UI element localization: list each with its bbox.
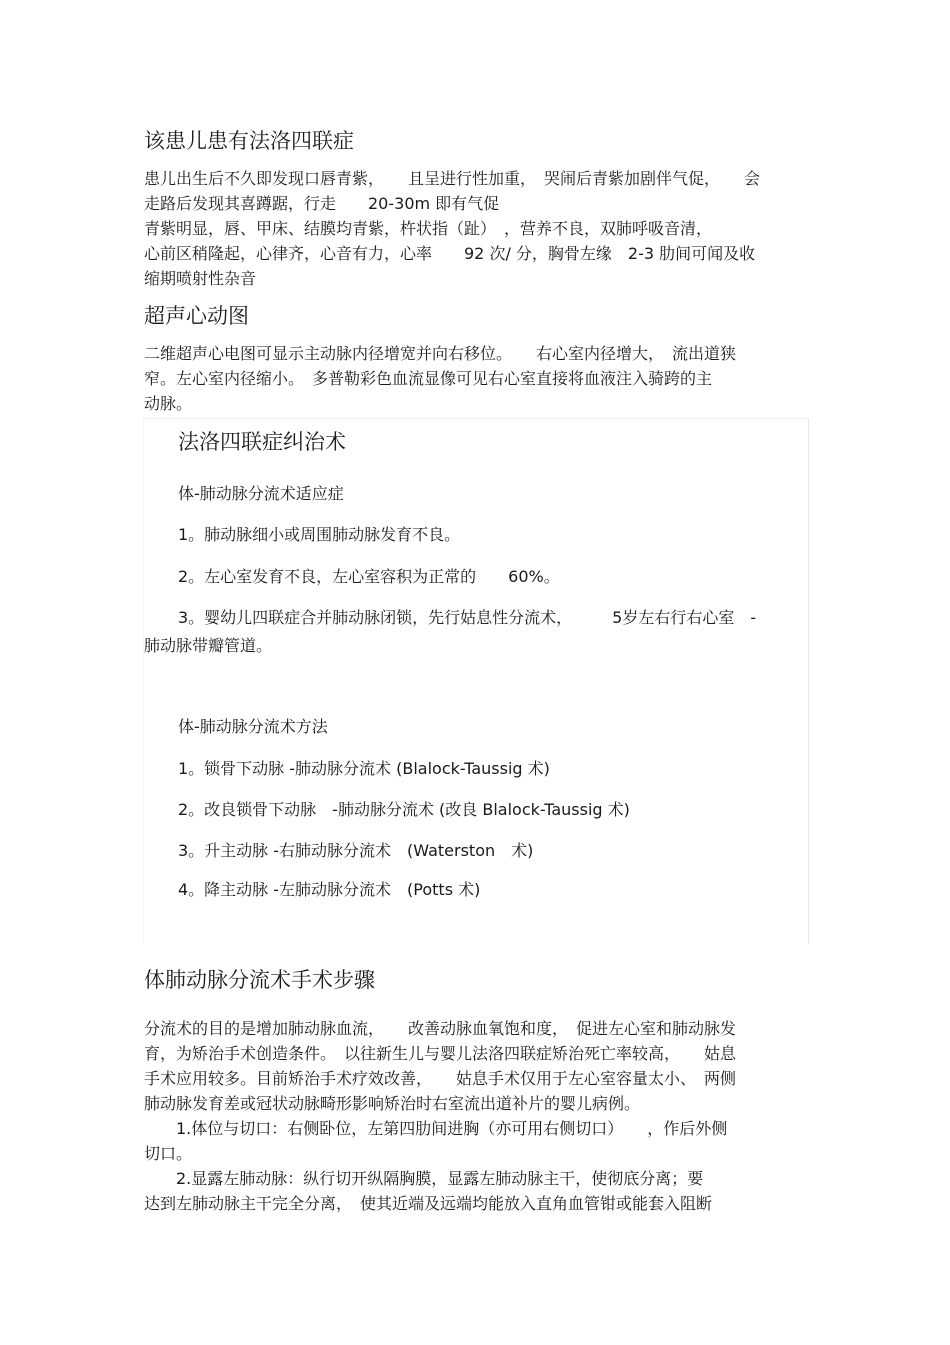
text-line: 患儿出生后不久即发现口唇青紫， 且呈进行性加重， 哭闹后青紫加剧伴气促， 会 (144, 169, 761, 188)
text-line: 走路后发现其喜蹲踞，行走 20-30m 即有气促 (144, 194, 500, 213)
section-title-echocardiogram: 超声心动图 (144, 304, 249, 328)
method-item: 2。改良锁骨下动脉 -肺动脉分流术 (改良 Blalock-Taussig 术) (178, 800, 630, 819)
method-item: 3。升主动脉 -右肺动脉分流术 (Waterston 术) (178, 841, 534, 860)
text-line: 1.体位与切口：右侧卧位，左第四肋间进胸（亦可用右侧切口） ，作后外侧 (144, 1119, 728, 1138)
text-line: 分流术的目的是增加肺动脉血流， 改善动脉血氧饱和度， 促进左心室和肺动脉发 (144, 1019, 737, 1038)
text-line: 缩期喷射性杂音 (144, 269, 257, 288)
indication-item: 2。左心室发育不良，左心室容积为正常的 60%。 (178, 567, 560, 586)
section-title-diagnosis: 该患儿患有法洛四联症 (144, 129, 354, 153)
text-line: 2.显露左肺动脉：纵行切开纵隔胸膜，显露左肺动脉主干，使彻底分离；要 (144, 1169, 704, 1188)
paragraph-echocardiogram (144, 341, 810, 416)
text-line: 肺动脉发育差或冠状动脉畸形影响矫治时右室流出道补片的婴儿病例。 (144, 1094, 641, 1113)
paragraph-procedure (144, 1016, 810, 1216)
text-line: 窄。左心室内径缩小。 多普勒彩色血流显像可见右心室直接将血液注入骑跨的主 (144, 369, 713, 388)
surgery-box (143, 418, 809, 943)
indication-item: 1。肺动脉细小或周围肺动脉发育不良。 (178, 525, 461, 544)
text-line: 切口。 (144, 1144, 193, 1163)
section-title-procedure: 体肺动脉分流术手术步骤 (144, 968, 375, 992)
text-line: 二维超声心电图可显示主动脉内径增宽并向右移位。 右心室内径增大， 流出道狭 (144, 344, 737, 363)
box-title: 法洛四联症纠治术 (178, 430, 346, 454)
method-item: 1。锁骨下动脉 -肺动脉分流术 (Blalock-Taussig 术) (178, 759, 550, 778)
text-line: 青紫明显，唇、甲床、结膜均青紫，杵状指（趾） ，营养不良，双肺呼吸音清， (144, 219, 713, 238)
text-line: 育，为矫治手术创造条件。 以往新生儿与婴儿法洛四联症矫治死亡率较高， 姑息 (144, 1044, 737, 1063)
text-line: 达到左肺动脉主干完全分离， 使其近端及远端均能放入直角血管钳或能套入阻断 (144, 1194, 713, 1213)
method-item: 4。降主动脉 -左肺动脉分流术 (Potts 术) (178, 880, 481, 899)
text-line: 手术应用较多。目前矫治手术疗效改善， 姑息手术仅用于左心室容量太小、 两侧 (144, 1069, 737, 1088)
text-line: 心前区稍隆起，心律齐，心音有力，心率 92 次/ 分，胸骨左缘 2-3 肋间可闻及收 (144, 244, 756, 263)
text-line: 动脉。 (144, 394, 193, 413)
indications-title: 体-肺动脉分流术适应症 (178, 484, 344, 503)
paragraph-case-description (144, 166, 810, 291)
indication-item: 3。婴幼儿四联症合并肺动脉闭锁，先行姑息性分流术， 5岁左右行右心室 - (178, 608, 757, 627)
indication-item-continued: 肺动脉带瓣管道。 (144, 636, 273, 655)
methods-title: 体-肺动脉分流术方法 (178, 717, 328, 736)
